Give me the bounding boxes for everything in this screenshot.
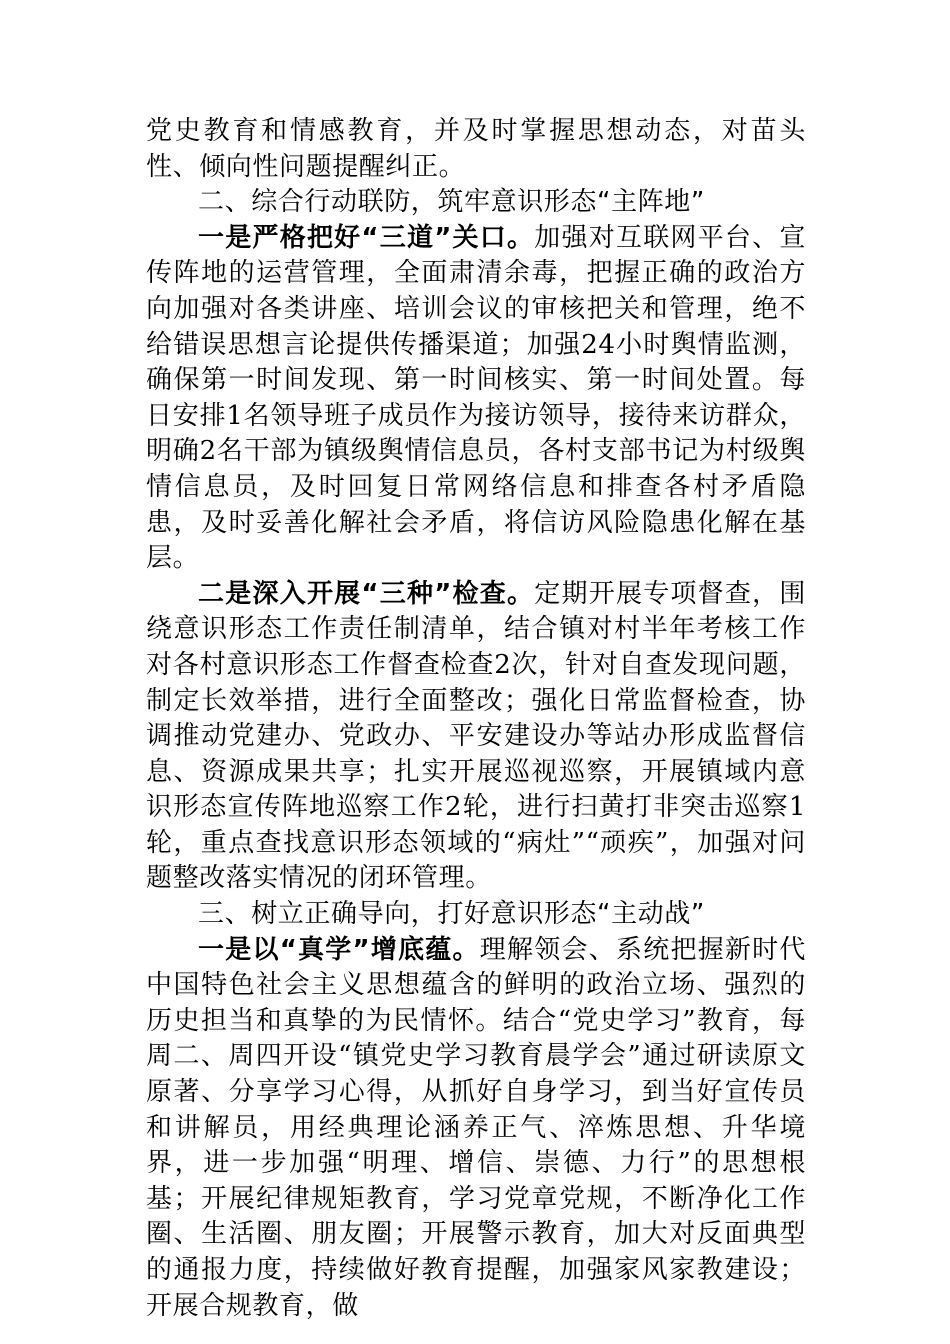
paragraph-body-three-gates: 加强对互联网平台、宣传阵地的运营管理，全面肃清余毒，把握正确的政治方向加强对各类讲座、培训会议的审核把关和管理，绝不给错误思想言论提供传播渠道；加强24小时舆情监测，确保第一时间发现、第一时间核实、第一时间处置。每日安排1名领导班子成员作为接访领导，接待来访群众，明确2名干部为镇级舆情信息员，各村支部书记为村级舆情信息员，及时回复日常网络信息和排查各村矛盾隐患，及时妥善化解社会矛盾，将信访风险隐患化解在基层。 bbox=[146, 222, 806, 574]
paragraph-body-true-study: 理解领会、系统把握新时代中国特色社会主义思想蕴含的鲜明的政治立场、强烈的历史担当和真挚的为民情怀。结合“党史学习”教育，每周二、周四开设“镇党史学习教育晨学会”通过研读原文原著、分享学习心得，从抓好自身学习，到当好宣传员和讲解员，用经典理论涵养正气、淬炼思想、升华境界，进一步加强“明理、增信、崇德、力行”的思想根基；开展纪律规矩教育，学习党章党规，不断净化工作圈、生活圈、朋友圈；开展警示教育，加大对反面典型的通报力度，持续做好教育提醒，加强家风家教建设；开展合规教育，做 bbox=[146, 934, 807, 1321]
paragraph-lead-three-gates: 一是严格把好“三道”关口。 bbox=[198, 222, 535, 253]
paragraph-lead-three-inspections: 二是深入开展“三种”检查。 bbox=[198, 578, 535, 609]
paragraph-three-inspections bbox=[146, 577, 806, 897]
section-heading-2: 二、综合行动联防，筑牢意识形态“主阵地” bbox=[198, 187, 705, 218]
section-heading-3: 三、树立正确导向，打好意识形态“主动战” bbox=[198, 899, 705, 930]
document-page bbox=[146, 114, 806, 1324]
paragraph-continuation: 党史教育和情感教育，并及时掌握思想动态，对苗头性、倾向性问题提醒纠正。 bbox=[146, 116, 806, 182]
paragraph-three-gates bbox=[146, 221, 806, 577]
paragraph-true-study bbox=[146, 933, 806, 1325]
paragraph-lead-true-study: 一是以“真学”增底蕴。 bbox=[198, 934, 480, 965]
paragraph-body-three-inspections: 定期开展专项督查，围绕意识形态工作责任制清单，结合镇对村半年考核工作对各村意识形态工作督查检查2次，针对自查发现问题，制定长效举措，进行全面整改；强化日常监督检查，协调推动党建办、党政办、平安建设办等站办形成监督信息、资源成果共享；扎实开展巡视巡察，开展镇域内意识形态宣传阵地巡察工作2轮，进行扫黄打非突击巡察1轮，重点查找意识形态领域的“病灶”“顽疾”，加强对问题整改落实情况的闭环管理。 bbox=[146, 578, 806, 894]
